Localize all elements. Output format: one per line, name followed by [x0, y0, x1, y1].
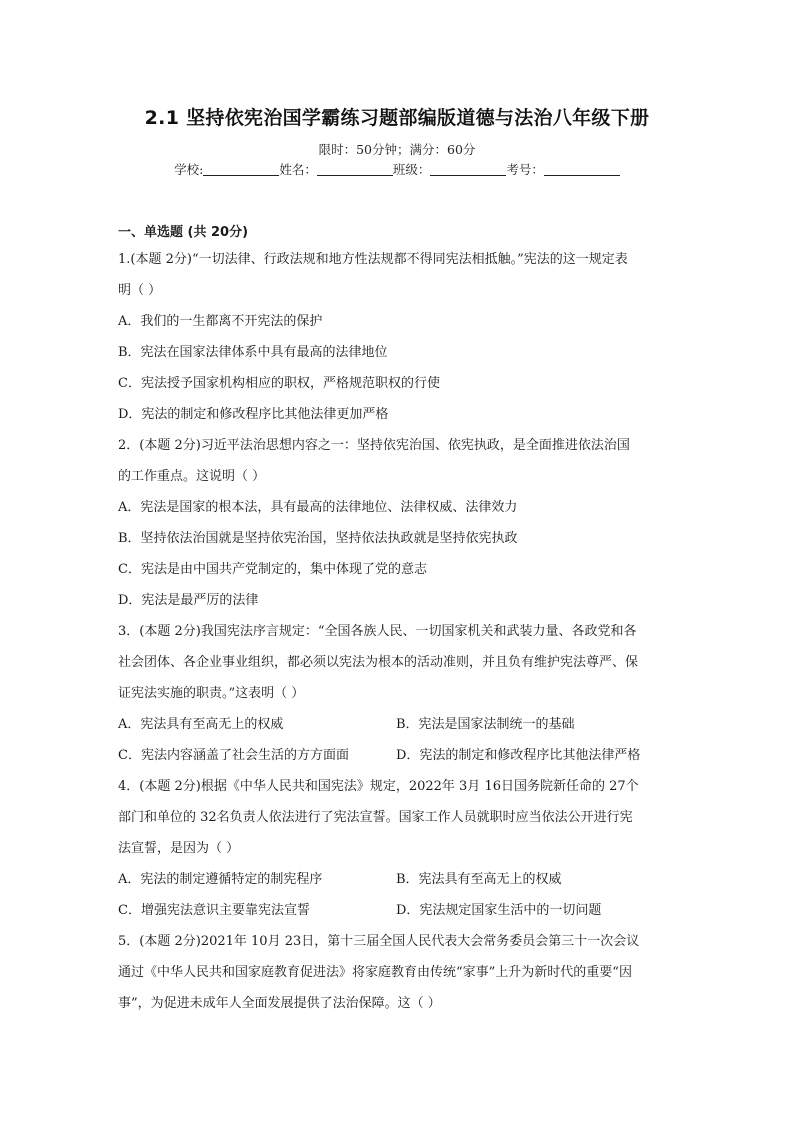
question-2-line: 2．(本题 2分)习近平法治思想内容之一：坚持依宪治国、依宪执政，是全面推进依法治国	[118, 438, 630, 453]
question-2-option-c[interactable]: C．宪法是由中国共产党制定的，集中体现了党的意志	[118, 562, 427, 577]
question-1-line: 1.(本题 2分)“一切法律、行政法规和地方性法规都不得同宪法相抵触。”宪法的这一规定表	[118, 252, 628, 267]
question-4-line: 法宣誓，是因为（ ）	[118, 841, 240, 856]
question-1-option-d[interactable]: D．宪法的制定和修改程序比其他法律更加严格	[118, 407, 389, 422]
school-label: 学校:	[174, 162, 204, 177]
question-4-options-row-1	[118, 864, 684, 895]
name-label: 姓名：	[279, 162, 317, 177]
student-info-line	[0, 160, 794, 178]
question-5-line: 5．(本题 2分)2021年 10月 23日，第十三届全国人民代表大会常务委员会第三十一次会议	[118, 934, 640, 949]
time-limit: 限时：50分钟；满分：60分	[318, 142, 476, 157]
question-4-line: 4．(本题 2分)根据《中华人民共和国宪法》规定，2022年 3月 16日国务院新任命的 27个	[118, 779, 639, 794]
question-4-option-b[interactable]: B．宪法具有至高无上的权威	[396, 872, 562, 887]
question-list	[118, 222, 684, 1019]
class-label: 班级：	[392, 162, 431, 177]
question-3-line: 3．(本题 2分)我国宪法序言规定：“全国各族人民、一切国家机关和武装力量、各政党和各	[118, 624, 637, 639]
question-2	[118, 430, 684, 492]
question-2-line: 的工作重点。这说明（ ）	[118, 469, 266, 484]
name-blank[interactable]	[317, 162, 393, 176]
question-3	[118, 616, 684, 709]
question-1-option-b[interactable]: B．宪法在国家法律体系中具有最高的法律地位	[118, 345, 388, 360]
question-3-options-row-2	[118, 740, 684, 771]
question-5	[118, 926, 684, 1019]
question-4-option-a[interactable]: A．宪法的制定遵循特定的制宪程序	[118, 872, 323, 887]
class-blank[interactable]	[430, 162, 506, 176]
question-1	[118, 244, 684, 306]
question-2-option-b[interactable]: B．坚持依法治国就是坚持依宪治国，坚持依法执政就是坚持依宪执政	[118, 531, 518, 546]
question-3-line: 社会团体、各企业事业组织，都必须以宪法为根本的活动准则，并且负有维护宪法尊严、保	[118, 655, 639, 670]
question-5-line: 通过《中华人民共和国家庭教育促进法》将家庭教育由传统“家事”上升为新时代的重要“因	[118, 965, 632, 980]
question-5-line: 事”，为促进未成年人全面发展提供了法治保障。这（ ）	[118, 996, 441, 1011]
question-3-option-b[interactable]: B．宪法是国家法制统一的基础	[396, 717, 575, 732]
question-4-option-c[interactable]: C．增强宪法意识主要靠宪法宣誓	[118, 903, 310, 918]
question-1-option-c[interactable]: C．宪法授予国家机构相应的职权，严格规范职权的行使	[118, 376, 440, 391]
school-blank[interactable]	[203, 162, 279, 176]
question-4-options-row-2	[118, 895, 684, 926]
question-2-option-d[interactable]: D．宪法是最严厉的法律	[118, 593, 259, 608]
question-4-line: 部门和单位的 32名负责人依法进行了宪法宣誓。国家工作人员就职时应当依法公开进行宪	[118, 810, 633, 825]
question-1-line: 明（ ）	[118, 283, 162, 298]
id-label: 考号：	[506, 162, 544, 177]
question-4-option-d[interactable]: D．宪法规定国家生活中的一切问题	[396, 903, 602, 918]
question-2-option-a[interactable]: A．宪法是国家的根本法，具有最高的法律地位、法律权威、法律效力	[118, 500, 518, 515]
question-3-options-row-1	[118, 709, 684, 740]
question-4	[118, 771, 684, 864]
question-1-option-a[interactable]: A．我们的一生都离不开宪法的保护	[118, 314, 323, 329]
question-3-line: 证宪法实施的职责。”这表明（ ）	[118, 686, 305, 701]
id-blank[interactable]	[544, 162, 620, 176]
section-title: 一、单选题 (共 20分)	[118, 225, 249, 240]
question-3-option-c[interactable]: C．宪法内容涵盖了社会生活的方方面面	[118, 748, 349, 763]
page-title: 2.1 坚持依宪治国学霸练习题部编版道德与法治八年级下册	[144, 107, 650, 129]
question-3-option-a[interactable]: A．宪法具有至高无上的权威	[118, 717, 284, 732]
question-3-option-d[interactable]: D．宪法的制定和修改程序比其他法律严格	[396, 748, 641, 763]
